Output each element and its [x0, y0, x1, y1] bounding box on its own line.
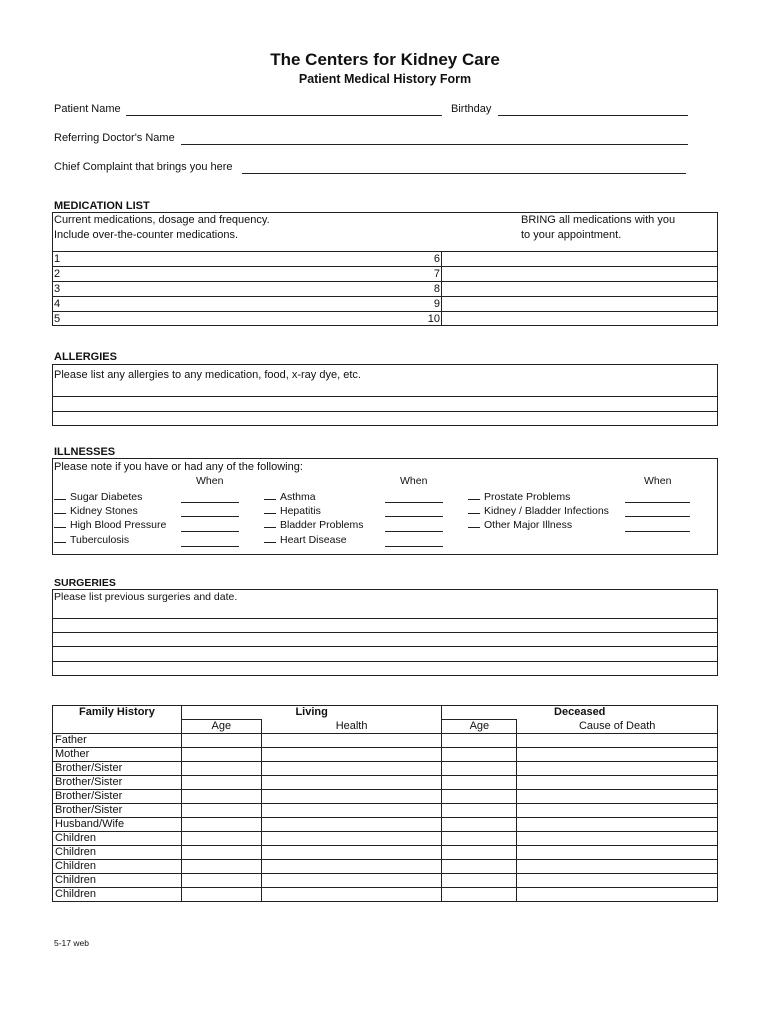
table-row — [53, 832, 718, 846]
entry-cell[interactable] — [517, 776, 718, 790]
entry-cell[interactable] — [442, 762, 517, 776]
entry-cell[interactable] — [517, 734, 718, 748]
surgeries-heading: SURGERIES — [54, 577, 116, 589]
when-label-2: When — [400, 475, 428, 487]
entry-cell[interactable] — [261, 874, 442, 888]
entry-cell[interactable] — [261, 888, 442, 902]
entry-cell[interactable] — [181, 776, 261, 790]
entry-cell[interactable] — [442, 846, 517, 860]
illness-item[interactable]: Bladder Problems — [264, 518, 363, 531]
illness-item[interactable]: Other Major Illness — [468, 518, 572, 531]
referring-doctor-label: Referring Doctor's Name — [54, 132, 175, 144]
entry-cell[interactable] — [442, 874, 517, 888]
entry-cell[interactable] — [517, 832, 718, 846]
illness-item[interactable]: Sugar Diabetes — [54, 490, 142, 503]
table-row — [53, 804, 718, 818]
medication-note-2: Include over-the-counter medications. — [54, 229, 239, 241]
deceased-header: Deceased — [442, 706, 718, 720]
bring-note-1: BRING all medications with you — [521, 214, 676, 226]
entry-cell[interactable] — [181, 790, 261, 804]
entry-cell[interactable] — [442, 790, 517, 804]
entry-cell[interactable] — [181, 748, 261, 762]
entry-cell[interactable] — [261, 860, 442, 874]
form-title: The Centers for Kidney Care — [270, 50, 500, 69]
illnesses-heading: ILLNESSES — [54, 446, 116, 458]
cause-header: Cause of Death — [517, 720, 718, 734]
entry-cell[interactable] — [517, 874, 718, 888]
table-row — [53, 790, 718, 804]
entry-cell[interactable] — [261, 804, 442, 818]
patient-name-field[interactable] — [126, 115, 442, 116]
med-num-5: 5 — [54, 313, 61, 325]
table-row — [53, 818, 718, 832]
entry-cell[interactable] — [181, 860, 261, 874]
relation-cell: Husband/Wife — [53, 818, 182, 832]
entry-cell[interactable] — [517, 748, 718, 762]
patient-name-label: Patient Name — [54, 103, 121, 115]
entry-cell[interactable] — [181, 734, 261, 748]
deceased-age-header: Age — [442, 720, 517, 734]
form-subtitle: Patient Medical History Form — [298, 72, 472, 86]
entry-cell[interactable] — [261, 832, 442, 846]
relation-cell: Children — [53, 888, 182, 902]
when-label-3: When — [644, 475, 672, 487]
med-num-7: 7 — [433, 268, 440, 280]
entry-cell[interactable] — [261, 762, 442, 776]
table-row — [53, 748, 718, 762]
illness-item[interactable]: Asthma — [264, 490, 316, 503]
illness-item[interactable]: Kidney / Bladder Infections — [468, 504, 609, 517]
relation-cell: Children — [53, 846, 182, 860]
chief-complaint-label: Chief Complaint that brings you here — [54, 161, 233, 173]
med-num-3: 3 — [54, 283, 61, 295]
entry-cell[interactable] — [442, 748, 517, 762]
med-num-6: 6 — [433, 253, 440, 265]
entry-cell[interactable] — [181, 846, 261, 860]
allergies-heading: ALLERGIES — [54, 351, 117, 363]
form-code: 5-17 web — [54, 938, 89, 948]
entry-cell[interactable] — [517, 860, 718, 874]
entry-cell[interactable] — [261, 846, 442, 860]
entry-cell[interactable] — [181, 818, 261, 832]
family-history-title: Family History — [53, 706, 182, 734]
table-row — [53, 846, 718, 860]
entry-cell[interactable] — [442, 734, 517, 748]
med-num-1: 1 — [54, 253, 61, 265]
birthday-field[interactable] — [498, 115, 688, 116]
bring-note-2: to your appointment. — [521, 229, 622, 241]
illness-item[interactable]: High Blood Pressure — [54, 518, 166, 531]
entry-cell[interactable] — [517, 818, 718, 832]
relation-cell: Brother/Sister — [53, 762, 182, 776]
relation-cell: Children — [53, 874, 182, 888]
entry-cell[interactable] — [517, 790, 718, 804]
entry-cell[interactable] — [442, 832, 517, 846]
relation-cell: Brother/Sister — [53, 790, 182, 804]
table-row — [53, 874, 718, 888]
med-num-8: 8 — [433, 283, 440, 295]
entry-cell[interactable] — [442, 888, 517, 902]
family-history-table — [52, 705, 718, 902]
living-header: Living — [181, 706, 442, 720]
relation-cell: Children — [53, 832, 182, 846]
entry-cell[interactable] — [442, 818, 517, 832]
entry-cell[interactable] — [261, 818, 442, 832]
illness-item[interactable]: Heart Disease — [264, 533, 347, 546]
surgeries-note: Please list previous surgeries and date. — [54, 591, 238, 603]
birthday-label: Birthday — [451, 103, 492, 115]
living-age-header: Age — [181, 720, 261, 734]
entry-cell[interactable] — [181, 762, 261, 776]
entry-cell[interactable] — [517, 888, 718, 902]
illness-item[interactable]: Prostate Problems — [468, 490, 570, 503]
table-row — [53, 734, 718, 748]
table-row — [53, 776, 718, 790]
health-header: Health — [261, 720, 442, 734]
table-row — [53, 762, 718, 776]
med-num-2: 2 — [54, 268, 61, 280]
entry-cell[interactable] — [442, 804, 517, 818]
entry-cell[interactable] — [261, 748, 442, 762]
entry-cell[interactable] — [181, 874, 261, 888]
entry-cell[interactable] — [517, 846, 718, 860]
medication-heading: MEDICATION LIST — [54, 200, 150, 212]
med-num-4: 4 — [54, 298, 61, 310]
entry-cell[interactable] — [261, 776, 442, 790]
med-num-10: 10 — [427, 313, 440, 325]
allergies-note: Please list any allergies to any medication, food, x-ray dye, etc. — [54, 369, 361, 381]
relation-cell: Brother/Sister — [53, 776, 182, 790]
referring-doctor-field[interactable] — [181, 144, 688, 145]
illness-item[interactable]: Hepatitis — [264, 504, 321, 517]
illnesses-note: Please note if you have or had any of the following: — [54, 461, 303, 473]
entry-cell[interactable] — [442, 860, 517, 874]
chief-complaint-field[interactable] — [242, 173, 686, 174]
entry-cell[interactable] — [261, 790, 442, 804]
entry-cell[interactable] — [517, 762, 718, 776]
table-row — [53, 860, 718, 874]
relation-cell: Father — [53, 734, 182, 748]
entry-cell[interactable] — [181, 832, 261, 846]
medication-note-1: Current medications, dosage and frequency. — [54, 214, 270, 226]
table-row — [53, 888, 718, 902]
entry-cell[interactable] — [181, 888, 261, 902]
entry-cell[interactable] — [442, 776, 517, 790]
entry-cell[interactable] — [261, 734, 442, 748]
illness-item[interactable]: Tuberculosis — [54, 533, 129, 546]
relation-cell: Brother/Sister — [53, 804, 182, 818]
relation-cell: Children — [53, 860, 182, 874]
entry-cell[interactable] — [517, 804, 718, 818]
relation-cell: Mother — [53, 748, 182, 762]
entry-cell[interactable] — [181, 804, 261, 818]
illness-item[interactable]: Kidney Stones — [54, 504, 138, 517]
when-label-1: When — [196, 475, 224, 487]
med-num-9: 9 — [433, 298, 440, 310]
